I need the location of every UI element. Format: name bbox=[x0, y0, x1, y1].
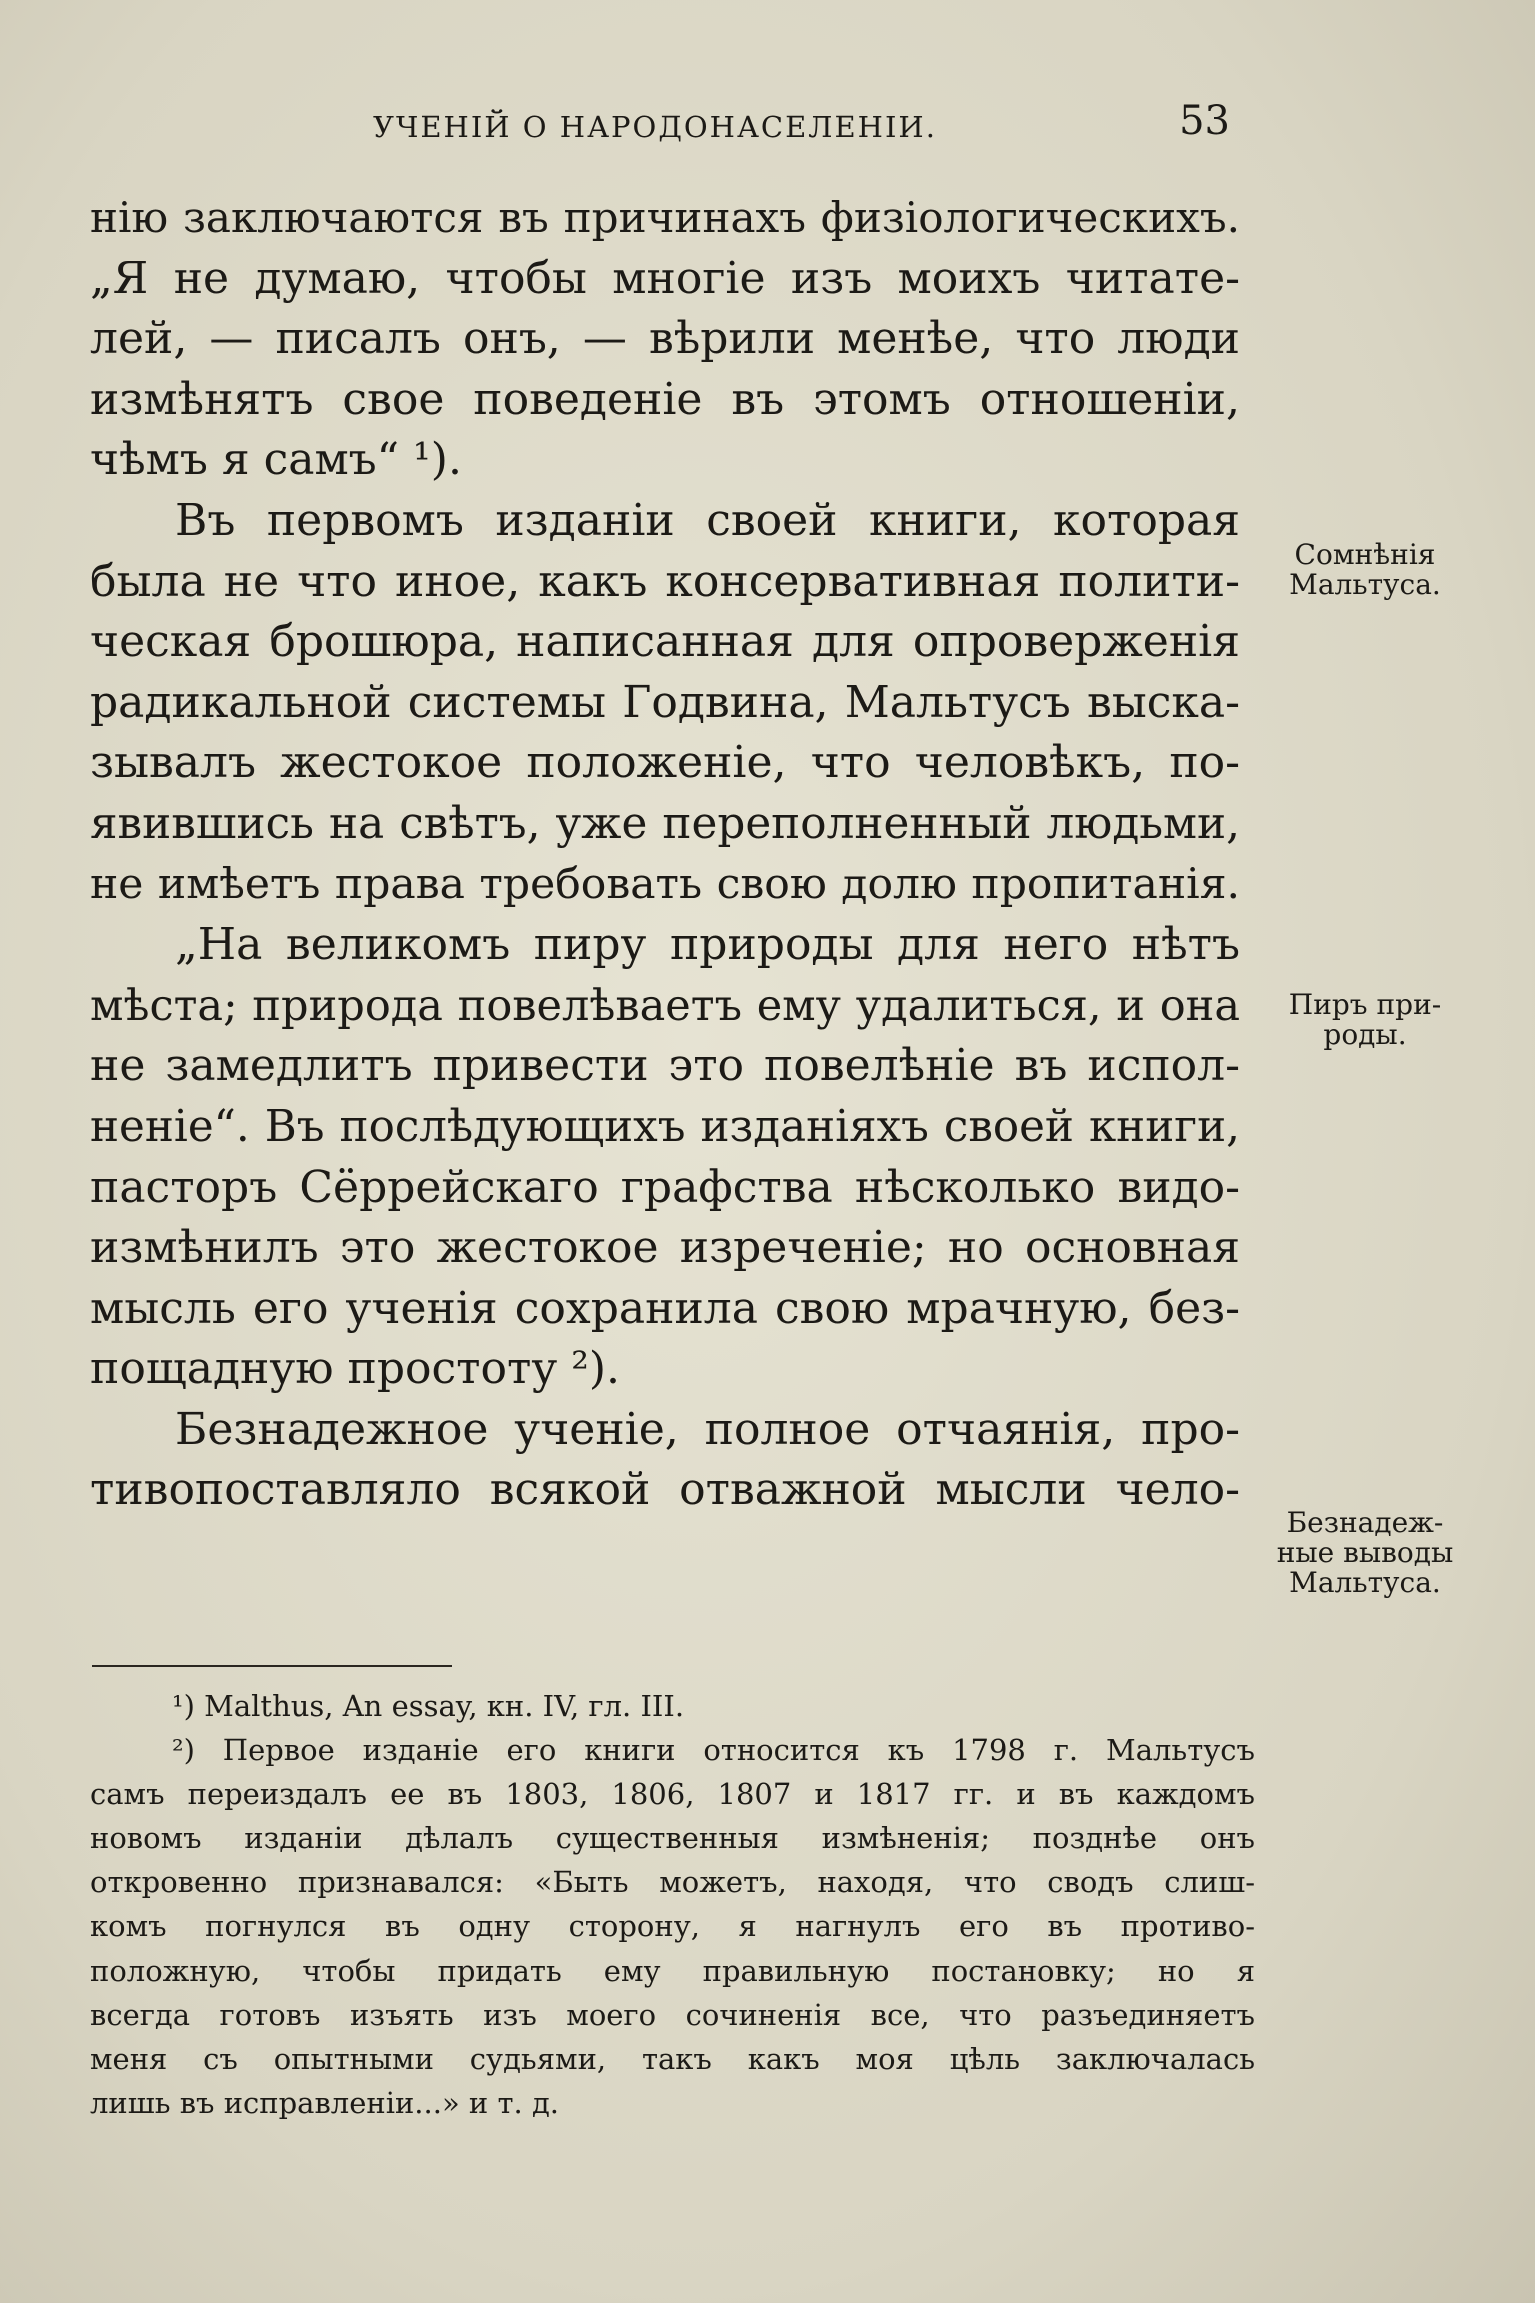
footnote-line: откровенно признавался: «Быть можетъ, находя, что сводъ слиш- bbox=[90, 1865, 1255, 1900]
text-line: радикальной системы Годвина, Мальтусъ выска- bbox=[90, 676, 1240, 728]
margin-note-line: Мальтуса. bbox=[1289, 1566, 1441, 1599]
margin-note-line: Сомнѣнія bbox=[1294, 538, 1436, 571]
text-line: измѣнятъ свое поведеніе въ этомъ отношеніи, bbox=[90, 373, 1240, 425]
text-line: пасторъ Сёррейскаго графства нѣсколько видо- bbox=[90, 1161, 1240, 1213]
text-line: не замедлитъ привести это повелѣніе въ испол- bbox=[90, 1040, 1240, 1092]
text-line: Въ первомъ изданіи своей книги, которая bbox=[175, 494, 1240, 546]
text-line: мѣста; природа повелѣваетъ ему удалиться, и она bbox=[90, 980, 1240, 1031]
text-line: неніе“. Въ послѣдующихъ изданіяхъ своей книги, bbox=[90, 1101, 1240, 1152]
text-line: „Я не думаю, чтобы многіе изъ моихъ читате- bbox=[90, 252, 1240, 304]
footnote-line: самъ переиздалъ ее въ 1803, 1806, 1807 и 1817 гг. и въ каждомъ bbox=[90, 1777, 1255, 1812]
text-line: ческая брошюра, написанная для опроверженія bbox=[90, 616, 1240, 668]
margin-note-line: Безнадеж- bbox=[1286, 1506, 1444, 1539]
footnote-line: новомъ изданіи дѣлалъ существенныя измѣненія; позднѣе онъ bbox=[90, 1821, 1255, 1856]
text-line: Безнадежное ученіе, полное отчаянія, про- bbox=[175, 1403, 1240, 1455]
running-title: УЧЕНІЙ О НАРОДОНАСЕЛЕНІИ. bbox=[373, 110, 937, 144]
footnote-line: лишь въ исправленіи...» и т. д. bbox=[90, 2085, 560, 2120]
text-line: была не что иное, какъ консервативная полити- bbox=[90, 555, 1240, 607]
footnote-line: меня съ опытными судьями, такъ какъ моя цѣль заключалась bbox=[90, 2041, 1255, 2076]
footnotes bbox=[90, 1684, 1255, 2125]
footnote-divider bbox=[92, 1665, 452, 1667]
text-line: мысль его ученія сохранила свою мрачную, без- bbox=[90, 1282, 1240, 1334]
text-line: чѣмъ я самъ“ ¹). bbox=[90, 434, 462, 486]
footnote-line: положную, чтобы придать ему правильную постановку; но я bbox=[90, 1953, 1255, 1988]
text-line: не имѣетъ права требовать свою долю пропитанія. bbox=[90, 859, 1240, 909]
margin-note-line: Пиръ при- bbox=[1288, 988, 1442, 1021]
footnote-line: ²) Первое изданіе его книги относится къ 1798 г. Мальтусъ bbox=[172, 1733, 1255, 1768]
text-line: зывалъ жестокое положеніе, что человѣкъ, по- bbox=[90, 737, 1240, 789]
text-line: пощадную простоту ²). bbox=[90, 1343, 621, 1395]
margin-note-line: роды. bbox=[1323, 1018, 1407, 1051]
body-text bbox=[90, 188, 1240, 1521]
margin-note-feast bbox=[1265, 990, 1465, 1050]
margin-note-doubts bbox=[1265, 540, 1465, 600]
text-line: лей, — писалъ онъ, — вѣрили менѣе, что люди bbox=[90, 313, 1240, 365]
page-number: 53 bbox=[1179, 98, 1230, 144]
footnote-line: комъ погнулся въ одну сторону, я нагнулъ его въ противо- bbox=[90, 1909, 1255, 1944]
footnote-line: ¹) Malthus, An essay, кн. IV, гл. III. bbox=[172, 1689, 685, 1723]
margin-note-line: ные выводы bbox=[1276, 1536, 1454, 1569]
text-line: нію заключаются въ причинахъ физіологическихъ. bbox=[90, 193, 1240, 242]
margin-note-line: Мальтуса. bbox=[1289, 568, 1441, 601]
margin-note-hopeless bbox=[1265, 1508, 1465, 1598]
text-line: тивопоставляло всякой отважной мысли чело- bbox=[90, 1464, 1240, 1516]
footnote-line: всегда готовъ изъять изъ моего сочиненія все, что разъединяетъ bbox=[90, 1997, 1255, 2032]
text-line: „На великомъ пиру природы для него нѣтъ bbox=[175, 919, 1240, 971]
text-line: явившись на свѣтъ, уже переполненный людьми, bbox=[90, 797, 1240, 849]
running-head bbox=[90, 98, 1230, 158]
text-line: измѣнилъ это жестокое изреченіе; но основная bbox=[90, 1222, 1240, 1274]
